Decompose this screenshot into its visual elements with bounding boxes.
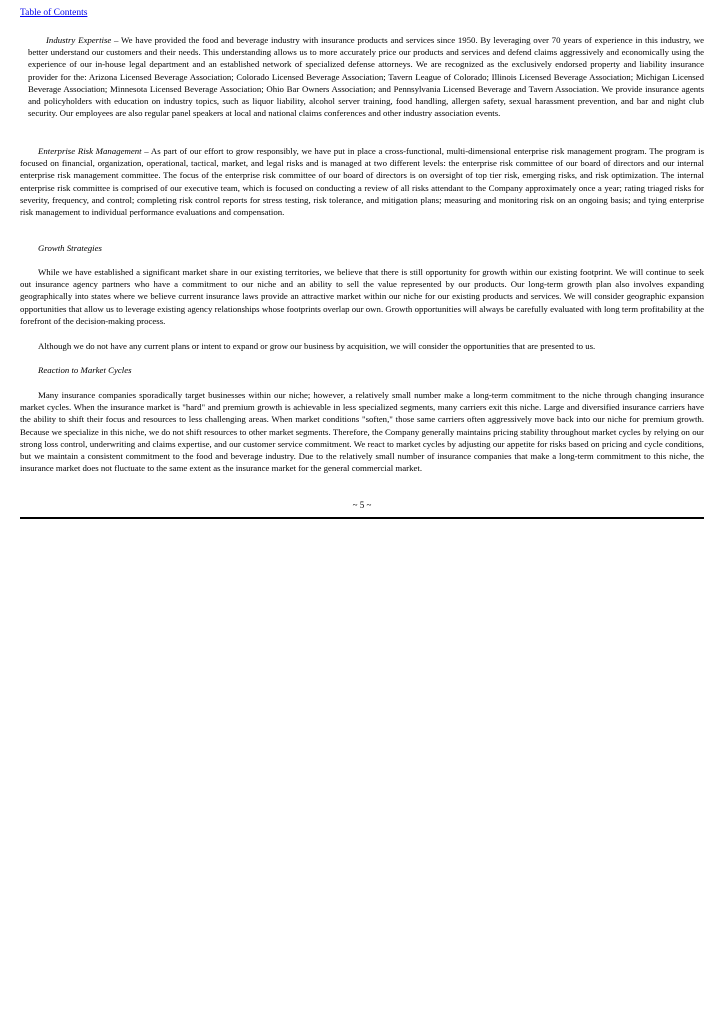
growth-paragraph-2: Although we do not have any current plans or intent to expand or grow our business by acquisition, we will consider the opportunities that are presented to us. (38, 341, 596, 351)
industry-expertise-paragraph (28, 34, 704, 119)
market-cycles-paragraph: Many insurance companies sporadically target businesses within our niche; however, a relatively small number make a long-term commitment to the niche through changing insurance market cycles. When the insurance market is "hard" and premium growth is achievable in less specialized segments, many carriers exit this niche. Large and diversified insurance carriers have the ability to shift their focus and resources to less challenging areas. When market conditions "soften," those same carriers often aggressively move back into our niche for premium growth. Because we specialize in this niche, we do not shift resources to other market segments. Therefore, the Company generally maintains pricing stability throughout market cycles by relying on our strong loss control, underwriting and claims expertise, and our customer service commitment. We react to market cycles by adjusting our appetite for risks based on pricing and cycle conditions, but we maintain a consistent commitment to the food and beverage industry. Due to the relatively small number of insurance companies that make a long-term commitment to this niche, the insurance market does not fluctuate to the same extent as the insurance market for the general commercial market. (20, 390, 704, 474)
market-cycles-heading: Reaction to Market Cycles (38, 365, 132, 375)
enterprise-risk-title: Enterprise Risk Management (38, 146, 142, 156)
table-of-contents-link[interactable]: Table of Contents (20, 8, 88, 18)
page-number: ~ 5 ~ (352, 500, 372, 510)
growth-paragraph-1: While we have established a significant market share in our existing territories, we believe that there is still opportunity for growth within our existing footprint. We will continue to seek out insurance agency partners who have a commitment to our niche and an ability to sell the value represented by our products. Our long-term growth plan also involves expanding geographically into states where we believe current insurance laws provide an attractive market within our niche for our existing products and services. We will consider geographic expansion opportunities that allow us to leverage existing agency relationships whose footprints overlap our own. Growth opportunities will always be carefully evaluated with long term profitability at the forefront of the decision-making process. (20, 267, 704, 326)
enterprise-risk-text: – As part of our effort to grow responsibly, we have put in place a cross-functional, multi-dimensional enterprise risk management program. The program is focused on financial, organization, operational, tactical, market, and legal risks and is managed at two different levels: the enterprise risk committee of our board of directors and our internal enterprise risk management committee. The focus of the enterprise risk committee of our board of directors is on oversight of top tier risk, emerging risks, and risk optimization. The internal enterprise risk committee is comprised of our executive team, which is focused on conducting a review of all risks attendant to the Company approximately once a year; rating triaged risks for severity, frequency, and control; completing risk control reports for stress testing, risk tolerance, and mitigation plans; measuring and monitoring risk on an ongoing basis; and tying enterprise risk management to individual performance evaluations and compensation. (20, 146, 704, 218)
industry-expertise-text: – We have provided the food and beverage industry with insurance products and services since 1950. By leveraging over 70 years of experience in this industry, we better understand our customers and their needs. This understanding allows us to more accurately price our products and services and defend claims aggressively and economically using the experience of our in-house legal department and an established network of specialized defense attorneys. We are recognized as the exclusively endorsed property and liability insurance provider for the: Arizona Licensed Beverage Association; Colorado Licensed Beverage Association; Tavern League of Colorado; Illinois Licensed Beverage Association; Michigan Licensed Beverage Association; Minnesota Licensed Beverage Association; Ohio Bar Owners Association; and Pennsylvania Licensed Beverage and Tavern Association. We provide insurance agents and policyholders with education on industry topics, such as liquor liability, alcohol server training, food handling, allergen safety, sexual harassment prevention, and bar and night club security. Our employees are also regular panel speakers at local and national claims conferences and other industry association events. (28, 35, 704, 119)
industry-expertise-title: Industry Expertise (46, 35, 112, 45)
enterprise-risk-paragraph (20, 145, 704, 218)
growth-strategies-heading: Growth Strategies (38, 243, 102, 253)
page-divider (20, 517, 704, 519)
